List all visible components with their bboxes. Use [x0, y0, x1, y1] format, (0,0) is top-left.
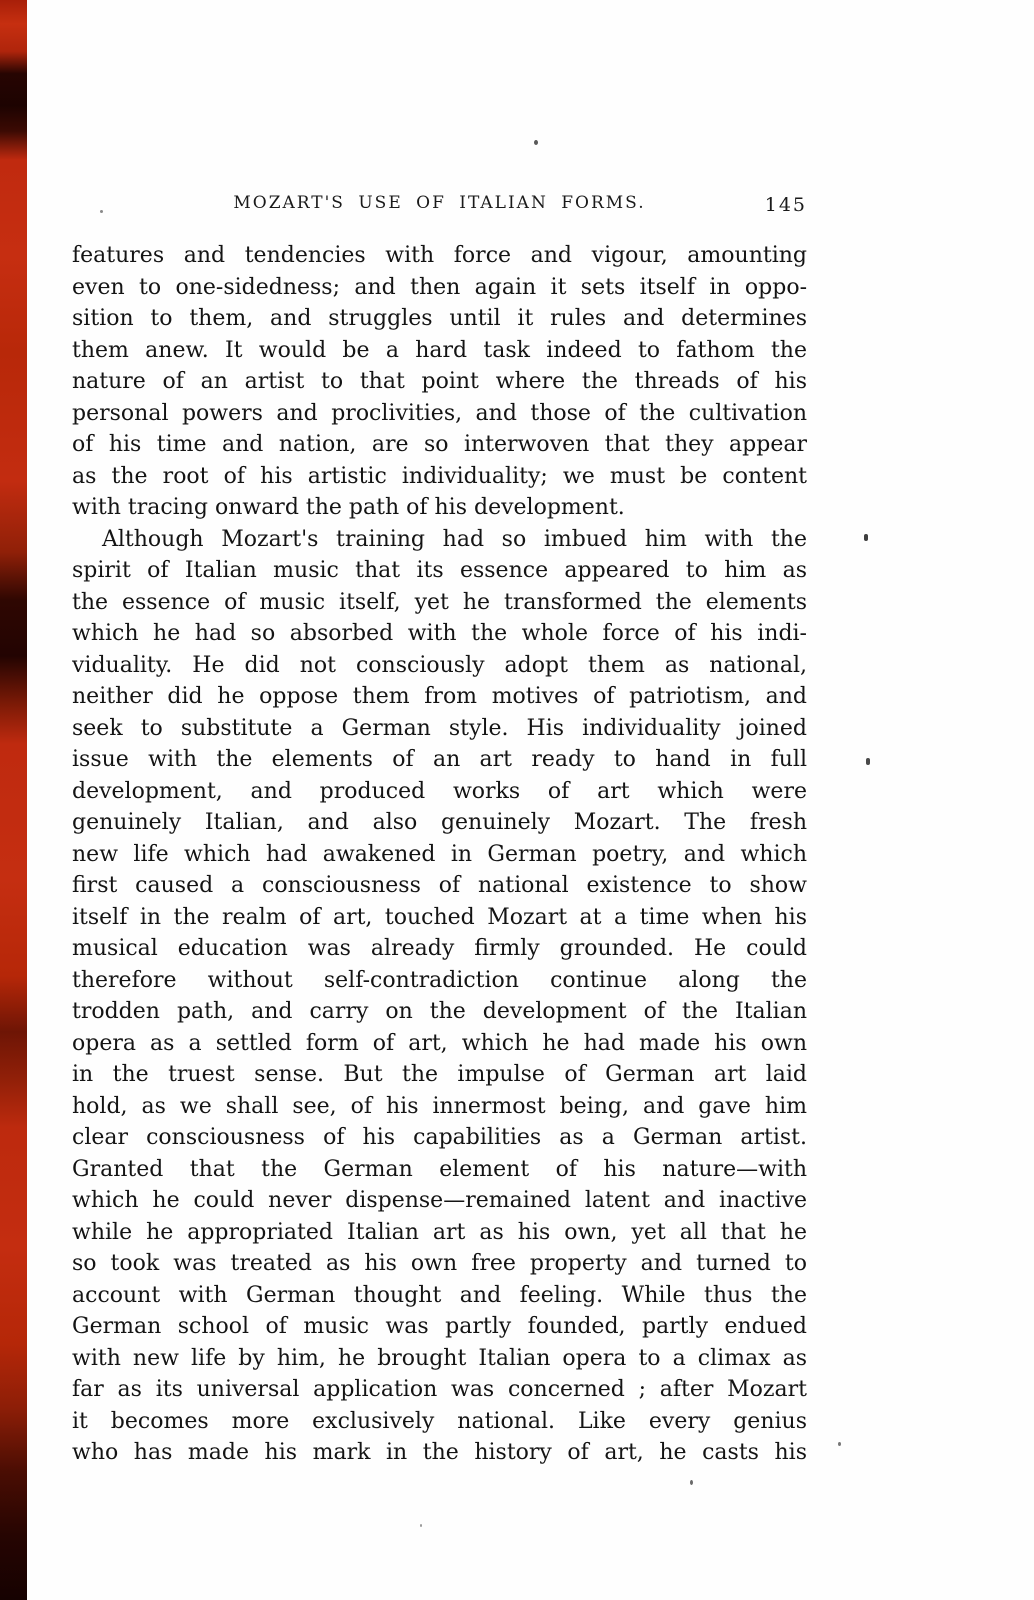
text-line: with new life by him, he brought Italian opera to a climax as [72, 1345, 807, 1371]
text-line: account with German thought and feeling. While thus the [72, 1282, 807, 1308]
text-line: sition to them, and struggles until it rules and determines [72, 306, 807, 331]
text-line: features and tendencies with force and vigour, amounting [72, 243, 807, 268]
text-line: so took was treated as his own free property and turned to [72, 1251, 807, 1276]
scan-speck [534, 140, 538, 145]
text-line: while he appropriated Italian art as his own, yet all that he [72, 1219, 807, 1245]
text-line: it becomes more exclusively national. Like every genius [72, 1408, 807, 1434]
text-line: viduality. He did not consciously adopt them as national, [72, 652, 807, 678]
scan-speck [864, 534, 868, 541]
scan-speck [100, 210, 103, 213]
text-line: musical education was already firmly grounded. He could [72, 936, 807, 961]
book-edge-red-strip [0, 0, 27, 1600]
text-line: first caused a consciousness of national existence to show [72, 873, 807, 898]
text-line: development, and produced works of art which were [72, 778, 807, 804]
text-line: Although Mozart's training had so imbued him with the [102, 526, 807, 552]
page-content [72, 193, 807, 1469]
running-header [72, 193, 807, 217]
scan-speck [690, 1480, 693, 1485]
text-line: Granted that the German element of his nature—with [72, 1156, 807, 1182]
page-number: 145 [764, 194, 807, 216]
text-line: in the truest sense. But the impulse of German art laid [72, 1062, 807, 1087]
text-line: neither did he oppose them from motives of patriotism, and [72, 684, 807, 709]
text-line: issue with the elements of an art ready to hand in full [72, 747, 807, 772]
text-line: clear consciousness of his capabilities as a German artist. [72, 1125, 807, 1150]
scan-speck [838, 1442, 841, 1446]
text-line: new life which had awakened in German poetry, and which [72, 841, 807, 867]
text-line: trodden path, and carry on the development of the Italian [72, 999, 807, 1024]
scan-speck [420, 1524, 422, 1527]
text-line: far as its universal application was concerned ; after Mozart [72, 1377, 807, 1402]
text-line: therefore without self-contradiction continue along the [72, 967, 807, 993]
text-line: German school of music was partly founded, partly endued [72, 1314, 807, 1339]
text-line: which he had so absorbed with the whole force of his indi- [72, 621, 807, 646]
text-line: nature of an artist to that point where the threads of his [72, 369, 807, 394]
text-line: genuinely Italian, and also genuinely Mozart. The fresh [72, 810, 807, 835]
header-title: MOZART'S USE OF ITALIAN FORMS. [233, 193, 646, 213]
text-line: them anew. It would be a hard task indeed to fathom the [72, 337, 807, 363]
text-line: the essence of music itself, yet he transformed the elements [72, 589, 807, 615]
text-line: who has made his mark in the history of art, he casts his [72, 1440, 807, 1465]
scan-speck [866, 758, 870, 765]
text-line: as the root of his artistic individuality; we must be content [72, 463, 807, 489]
text-line: opera as a settled form of art, which he had made his own [72, 1030, 807, 1056]
text-line: which he could never dispense—remained latent and inactive [72, 1188, 807, 1213]
text-line: personal powers and proclivities, and those of the cultivation [72, 400, 807, 426]
text-line: even to one-sidedness; and then again it sets itself in oppo- [72, 274, 807, 300]
text-line: seek to substitute a German style. His individuality joined [72, 715, 807, 741]
text-line: with tracing onward the path of his development. [72, 495, 625, 520]
text-line: of his time and nation, are so interwoven that they appear [72, 432, 807, 457]
text-line: hold, as we shall see, of his innermost being, and gave him [72, 1093, 807, 1119]
text-line: itself in the realm of art, touched Mozart at a time when his [72, 904, 807, 930]
body-lines [72, 240, 807, 1469]
text-line: spirit of Italian music that its essence appeared to him as [72, 558, 807, 583]
